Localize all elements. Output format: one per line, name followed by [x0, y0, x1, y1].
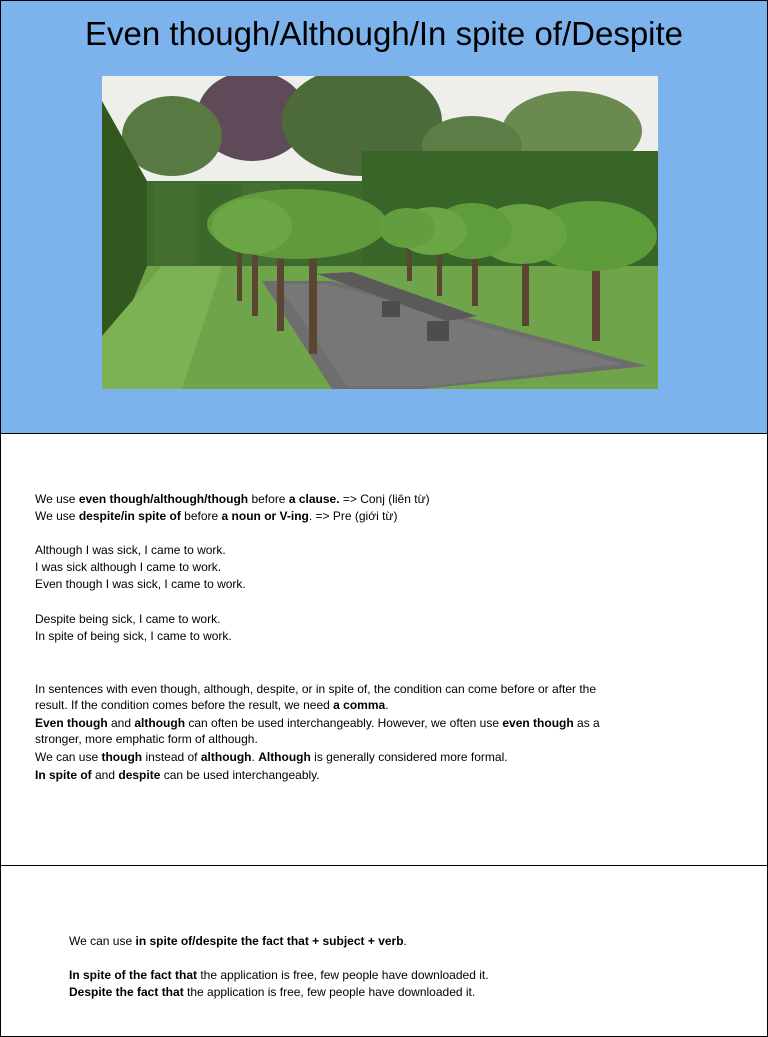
- rules-slide: [0, 433, 768, 866]
- note-though: We can use though instead of although. Although is generally considered more formal.: [35, 750, 508, 764]
- example-line: Although I was sick, I came to work.: [35, 543, 226, 557]
- fact-example-line: Despite the fact that the application is free, few people have downloaded it.: [69, 985, 476, 999]
- usage-rules: [35, 491, 655, 525]
- example-line: Even though I was sick, I came to work.: [35, 577, 246, 591]
- fact-that-rules: [69, 933, 689, 1001]
- note-comma: In sentences with even though, although, despite, or in spite of, the condition can come before or after the result. If the condition comes before the result, we need a comma.: [35, 682, 597, 712]
- fact-example-line: In spite of the fact that the application is free, few people have downloaded it.: [69, 968, 489, 982]
- slide-title: Even though/Although/In spite of/Despite: [84, 15, 684, 52]
- despite-examples: [35, 611, 232, 645]
- example-line: In spite of being sick, I came to work.: [35, 629, 232, 643]
- usage-notes: [35, 681, 615, 783]
- garden-photo: [102, 76, 658, 389]
- example-line: I was sick although I came to work.: [35, 560, 222, 574]
- example-line: Despite being sick, I came to work.: [35, 612, 221, 626]
- garden-illustration: [102, 76, 658, 389]
- title-slide: [0, 0, 768, 434]
- fact-rule-line: We can use in spite of/despite the fact that + subject + verb.: [69, 934, 407, 948]
- rule-line: We use despite/in spite of before a noun or V-ing. => Pre (giới từ): [35, 509, 398, 523]
- fact-that-slide: [0, 865, 768, 1037]
- although-examples: [35, 542, 246, 593]
- note-in-spite-of: In spite of and despite can be used interchangeably.: [35, 768, 320, 782]
- rule-line: We use even though/although/though before a clause. => Conj (liên từ): [35, 492, 430, 506]
- note-even-though: Even though and although can often be used interchangeably. However, we often use even though as a stronger, more emphatic form of although.: [35, 716, 600, 746]
